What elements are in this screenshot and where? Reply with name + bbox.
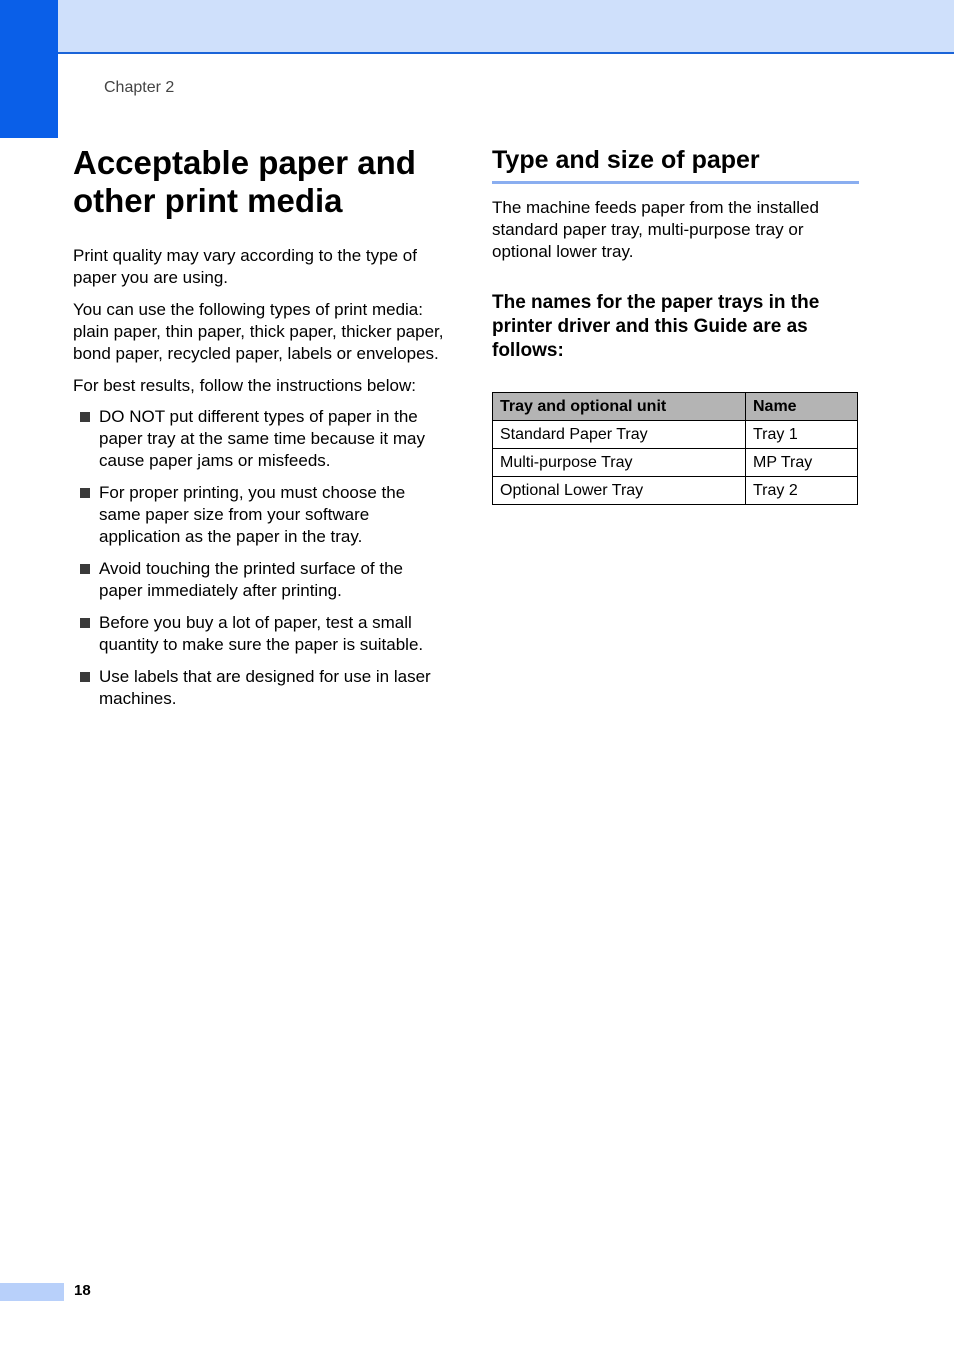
- list-item: [73, 482, 445, 548]
- table-cell: Standard Paper Tray: [493, 421, 746, 449]
- header-band: [0, 0, 954, 54]
- left-column: [73, 144, 445, 720]
- table-cell: Tray 2: [746, 477, 858, 505]
- tray-name-table: [492, 392, 858, 505]
- chapter-label: Chapter 2: [104, 79, 175, 96]
- tray-names-subheading: The names for the paper trays in the printer driver and this Guide are as follows:: [492, 292, 820, 361]
- list-item-text: Use labels that are designed for use in laser machines.: [99, 667, 431, 708]
- title-line-1: Acceptable paper and: [73, 144, 416, 181]
- footer-accent-bar: [0, 1283, 64, 1301]
- tray-paragraph: The machine feeds paper from the installed standard paper tray, multi-purpose tray or optional lower tray.: [492, 198, 819, 261]
- list-item-text: For proper printing, you must choose the same paper size from your software application as the paper in the tray.: [99, 483, 406, 546]
- table-row: [493, 449, 858, 477]
- page-number: 18: [74, 1282, 91, 1299]
- table-cell: Tray 1: [746, 421, 858, 449]
- intro-paragraph: Print quality may vary according to the type of paper you are using.: [73, 246, 417, 287]
- instructions-lead: For best results, follow the instructions below:: [73, 376, 416, 395]
- right-column: [492, 144, 859, 505]
- table-cell: Multi-purpose Tray: [493, 449, 746, 477]
- instruction-list: [73, 406, 445, 710]
- list-item: [73, 666, 445, 710]
- list-item: [73, 612, 445, 656]
- chapter-tab-marker: [0, 0, 58, 138]
- table-cell: Optional Lower Tray: [493, 477, 746, 505]
- table-row: [493, 477, 858, 505]
- list-item: [73, 558, 445, 602]
- square-bullet-icon: [80, 412, 90, 422]
- table-header-row: [493, 393, 858, 421]
- section-title: Type and size of paper: [492, 144, 859, 184]
- table-row: [493, 421, 858, 449]
- square-bullet-icon: [80, 672, 90, 682]
- square-bullet-icon: [80, 564, 90, 574]
- square-bullet-icon: [80, 618, 90, 628]
- media-types-paragraph: You can use the following types of print media: plain paper, thin paper, thick paper, thicker paper, bond paper, recycled paper, labels or envelopes.: [73, 300, 444, 363]
- list-item: [73, 406, 445, 472]
- column-header-name: Name: [746, 393, 858, 421]
- list-item-text: Before you buy a lot of paper, test a small quantity to make sure the paper is suitable.: [99, 613, 424, 654]
- list-item-text: DO NOT put different types of paper in the paper tray at the same time because it may cause paper jams or misfeeds.: [99, 407, 425, 470]
- column-header-tray: Tray and optional unit: [493, 393, 746, 421]
- square-bullet-icon: [80, 488, 90, 498]
- page-title: [73, 144, 445, 220]
- title-line-2: other print media: [73, 182, 343, 219]
- table-cell: MP Tray: [746, 449, 858, 477]
- list-item-text: Avoid touching the printed surface of the paper immediately after printing.: [99, 559, 403, 600]
